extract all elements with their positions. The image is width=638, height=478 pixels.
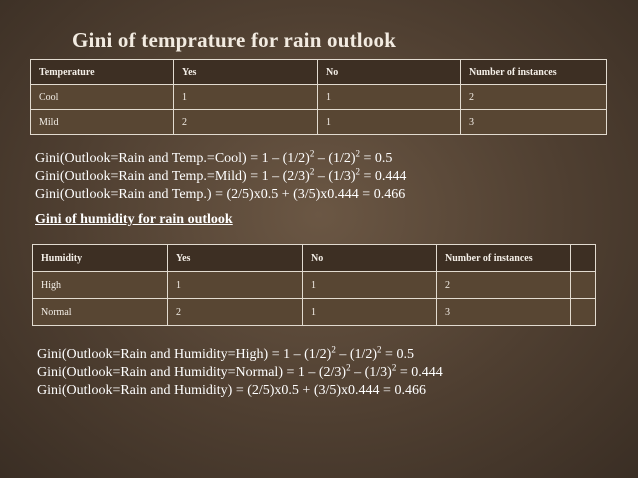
- slide-title: Gini of temprature for rain outlook: [72, 28, 397, 52]
- formula-line: Gini(Outlook=Rain and Humidity=High) = $1 - (1/2)^2 - (1/2)^2 = 0.5$: [37, 344, 414, 362]
- table-header-row: [31, 60, 607, 85]
- empty-cell: [571, 299, 596, 326]
- header-cell: No: [303, 245, 437, 272]
- humidity-table: [32, 244, 596, 326]
- table-cell: 1: [303, 299, 437, 326]
- empty-cell: [571, 245, 596, 272]
- table-cell: 3: [437, 299, 571, 326]
- table-cell: 1: [174, 85, 318, 110]
- table-cell: Mild: [31, 110, 174, 135]
- temperature-formulas: [35, 150, 406, 204]
- formula-line: Gini(Outlook=Rain and Humidity=Normal) = $1 - (2/3)^2 - (1/3)^2 = 0.444$: [37, 362, 443, 380]
- header-cell: Humidity: [33, 245, 168, 272]
- table-cell: 2: [461, 85, 607, 110]
- table-cell: Normal: [33, 299, 168, 326]
- table-cell: 2: [168, 299, 303, 326]
- table-cell: 1: [168, 272, 303, 299]
- formula-line: Gini(Outlook=Rain and Humidity) = (2/5)x0.5 + (3/5)x0.444 = 0.466: [37, 383, 426, 398]
- header-cell: Temperature: [31, 60, 174, 85]
- table-cell: 2: [174, 110, 318, 135]
- table-cell: High: [33, 272, 168, 299]
- table-cell: 3: [461, 110, 607, 135]
- temperature-table: [30, 59, 607, 135]
- header-cell: Yes: [168, 245, 303, 272]
- humidity-heading: Gini of humidity for rain outlook: [35, 212, 233, 227]
- header-cell: No: [318, 60, 461, 85]
- table-row: [33, 272, 596, 299]
- table-header-row: [33, 245, 596, 272]
- table-cell: 1: [303, 272, 437, 299]
- header-cell: Number of instances: [437, 245, 571, 272]
- table-cell: 1: [318, 110, 461, 135]
- header-cell: Yes: [174, 60, 318, 85]
- empty-cell: [571, 272, 596, 299]
- table-cell: 2: [437, 272, 571, 299]
- header-cell: Number of instances: [461, 60, 607, 85]
- table-cell: Cool: [31, 85, 174, 110]
- formula-line: Gini(Outlook=Rain and Temp.) = (2/5)x0.5 + (3/5)x0.444 = 0.466: [35, 187, 406, 202]
- formula-line: Gini(Outlook=Rain and Temp.=Cool) = $1 - (1/2)^2 - (1/2)^2 = 0.5$: [35, 148, 393, 166]
- humidity-formulas: [37, 346, 443, 400]
- table-cell: 1: [318, 85, 461, 110]
- formula-line: Gini(Outlook=Rain and Temp.=Mild) = $1 - (2/3)^2 - (1/3)^2 = 0.444$: [35, 166, 407, 184]
- table-row: [33, 299, 596, 326]
- table-row: [31, 85, 607, 110]
- table-row: [31, 110, 607, 135]
